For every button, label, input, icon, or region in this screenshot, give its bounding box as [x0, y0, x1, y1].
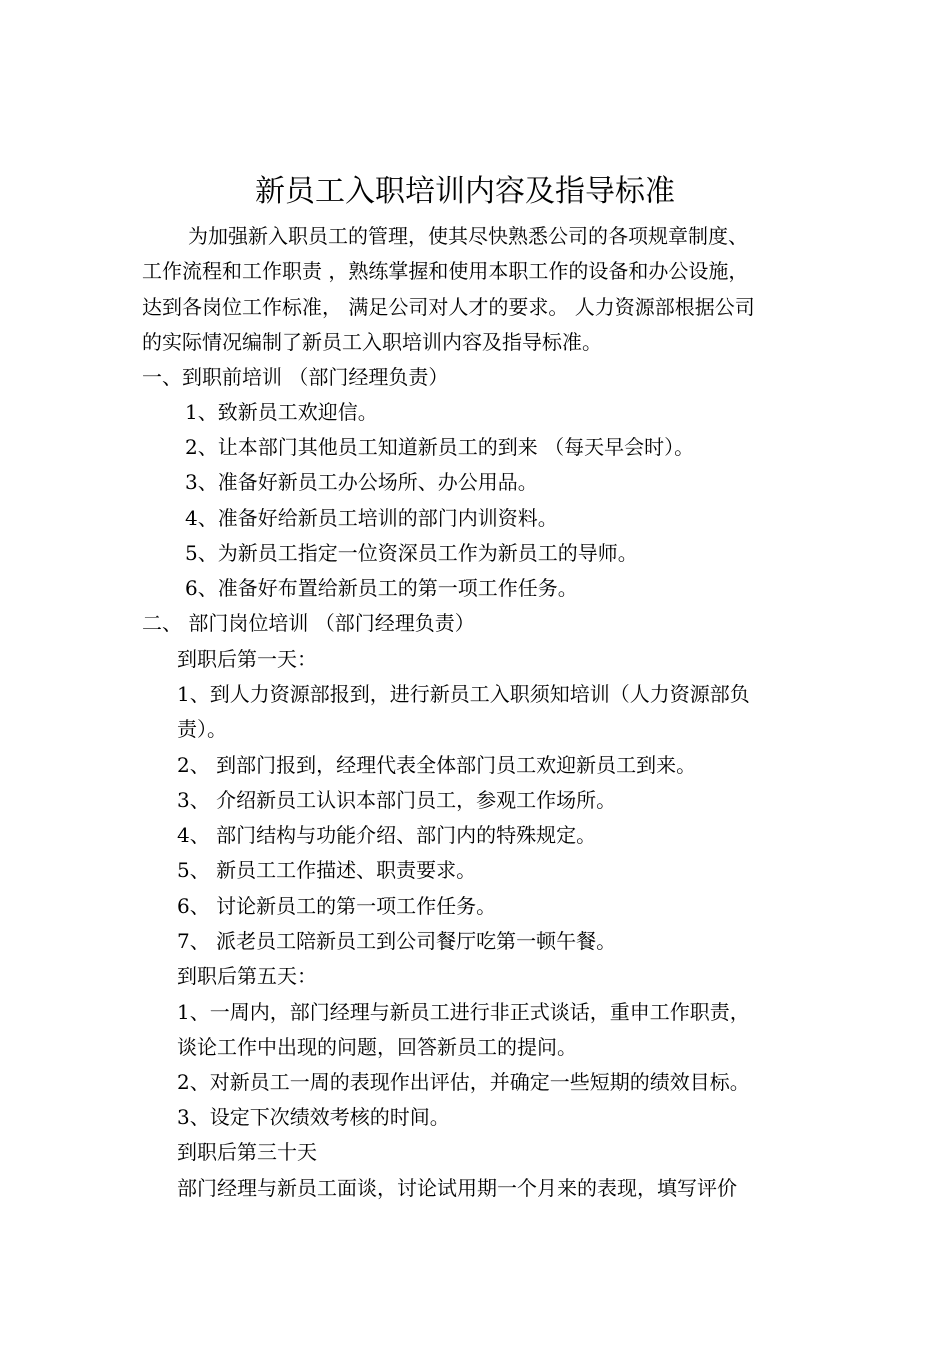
- section-1-item-2: 2、让本部门其他员工知道新员工的到来 （每天早会时）。: [185, 435, 695, 459]
- day-5-item: 谈论工作中出现的问题，回答新员工的提问。: [177, 1035, 577, 1059]
- section-1-item-3: 3、准备好新员工办公场所、办公用品。: [185, 470, 538, 494]
- section-2-heading: 二、 部门岗位培训 （部门经理负责）: [142, 611, 475, 635]
- day-1-item: 6、 讨论新员工的第一项工作任务。: [177, 894, 497, 918]
- day-5-label: 到职后第五天：: [177, 964, 317, 988]
- day-1-item: 7、 派老员工陪新员工到公司餐厅吃第一顿午餐。: [177, 929, 617, 953]
- day-1-item: 4、 部门结构与功能介绍、部门内的特殊规定。: [177, 823, 597, 847]
- section-1-item-6: 6、准备好布置给新员工的第一项工作任务。: [185, 576, 578, 600]
- section-1-heading: 一、到职前培训 （部门经理负责）: [142, 365, 449, 389]
- intro-line-4: 的实际情况编制了新员工入职培训内容及指导标准。: [142, 330, 602, 354]
- day-1-item: 2、 到部门报到，经理代表全体部门员工欢迎新员工到来。: [177, 753, 697, 777]
- section-1-item-1: 1、致新员工欢迎信。: [185, 400, 378, 424]
- section-1-item-4: 4、准备好给新员工培训的部门内训资料。: [185, 506, 558, 530]
- day-1-item: 责）。: [177, 717, 227, 741]
- day-1-item: 1、到人力资源部报到，进行新员工入职须知培训（人力资源部负: [177, 682, 750, 706]
- document-title: 新员工入职培训内容及指导标准: [255, 174, 675, 209]
- intro-line-3: 达到各岗位工作标准， 满足公司对人才的要求。 人力资源部根据公司: [142, 295, 755, 319]
- intro-line-2: 工作流程和工作职责 ，熟练掌握和使用本职工作的设备和办公设施，: [142, 259, 749, 283]
- day-1-item: 3、 介绍新员工认识本部门员工，参观工作场所。: [177, 788, 617, 812]
- section-1-item-5: 5、为新员工指定一位资深员工作为新员工的导师。: [185, 541, 638, 565]
- day-30-label: 到职后第三十天: [177, 1140, 317, 1164]
- day-1-label: 到职后第一天：: [177, 647, 317, 671]
- day-5-item: 3、设定下次绩效考核的时间。: [177, 1105, 450, 1129]
- day-1-item: 5、 新员工工作描述、职责要求。: [177, 858, 477, 882]
- day-30-item: 部门经理与新员工面谈，讨论试用期一个月来的表现，填写评价: [177, 1176, 737, 1200]
- day-5-item: 1、一周内，部门经理与新员工进行非正式谈话，重申工作职责，: [177, 1000, 750, 1024]
- day-5-item: 2、对新员工一周的表现作出评估，并确定一些短期的绩效目标。: [177, 1070, 750, 1094]
- intro-line-1: 为加强新入职员工的管理，使其尽快熟悉公司的各项规章制度、: [188, 224, 748, 248]
